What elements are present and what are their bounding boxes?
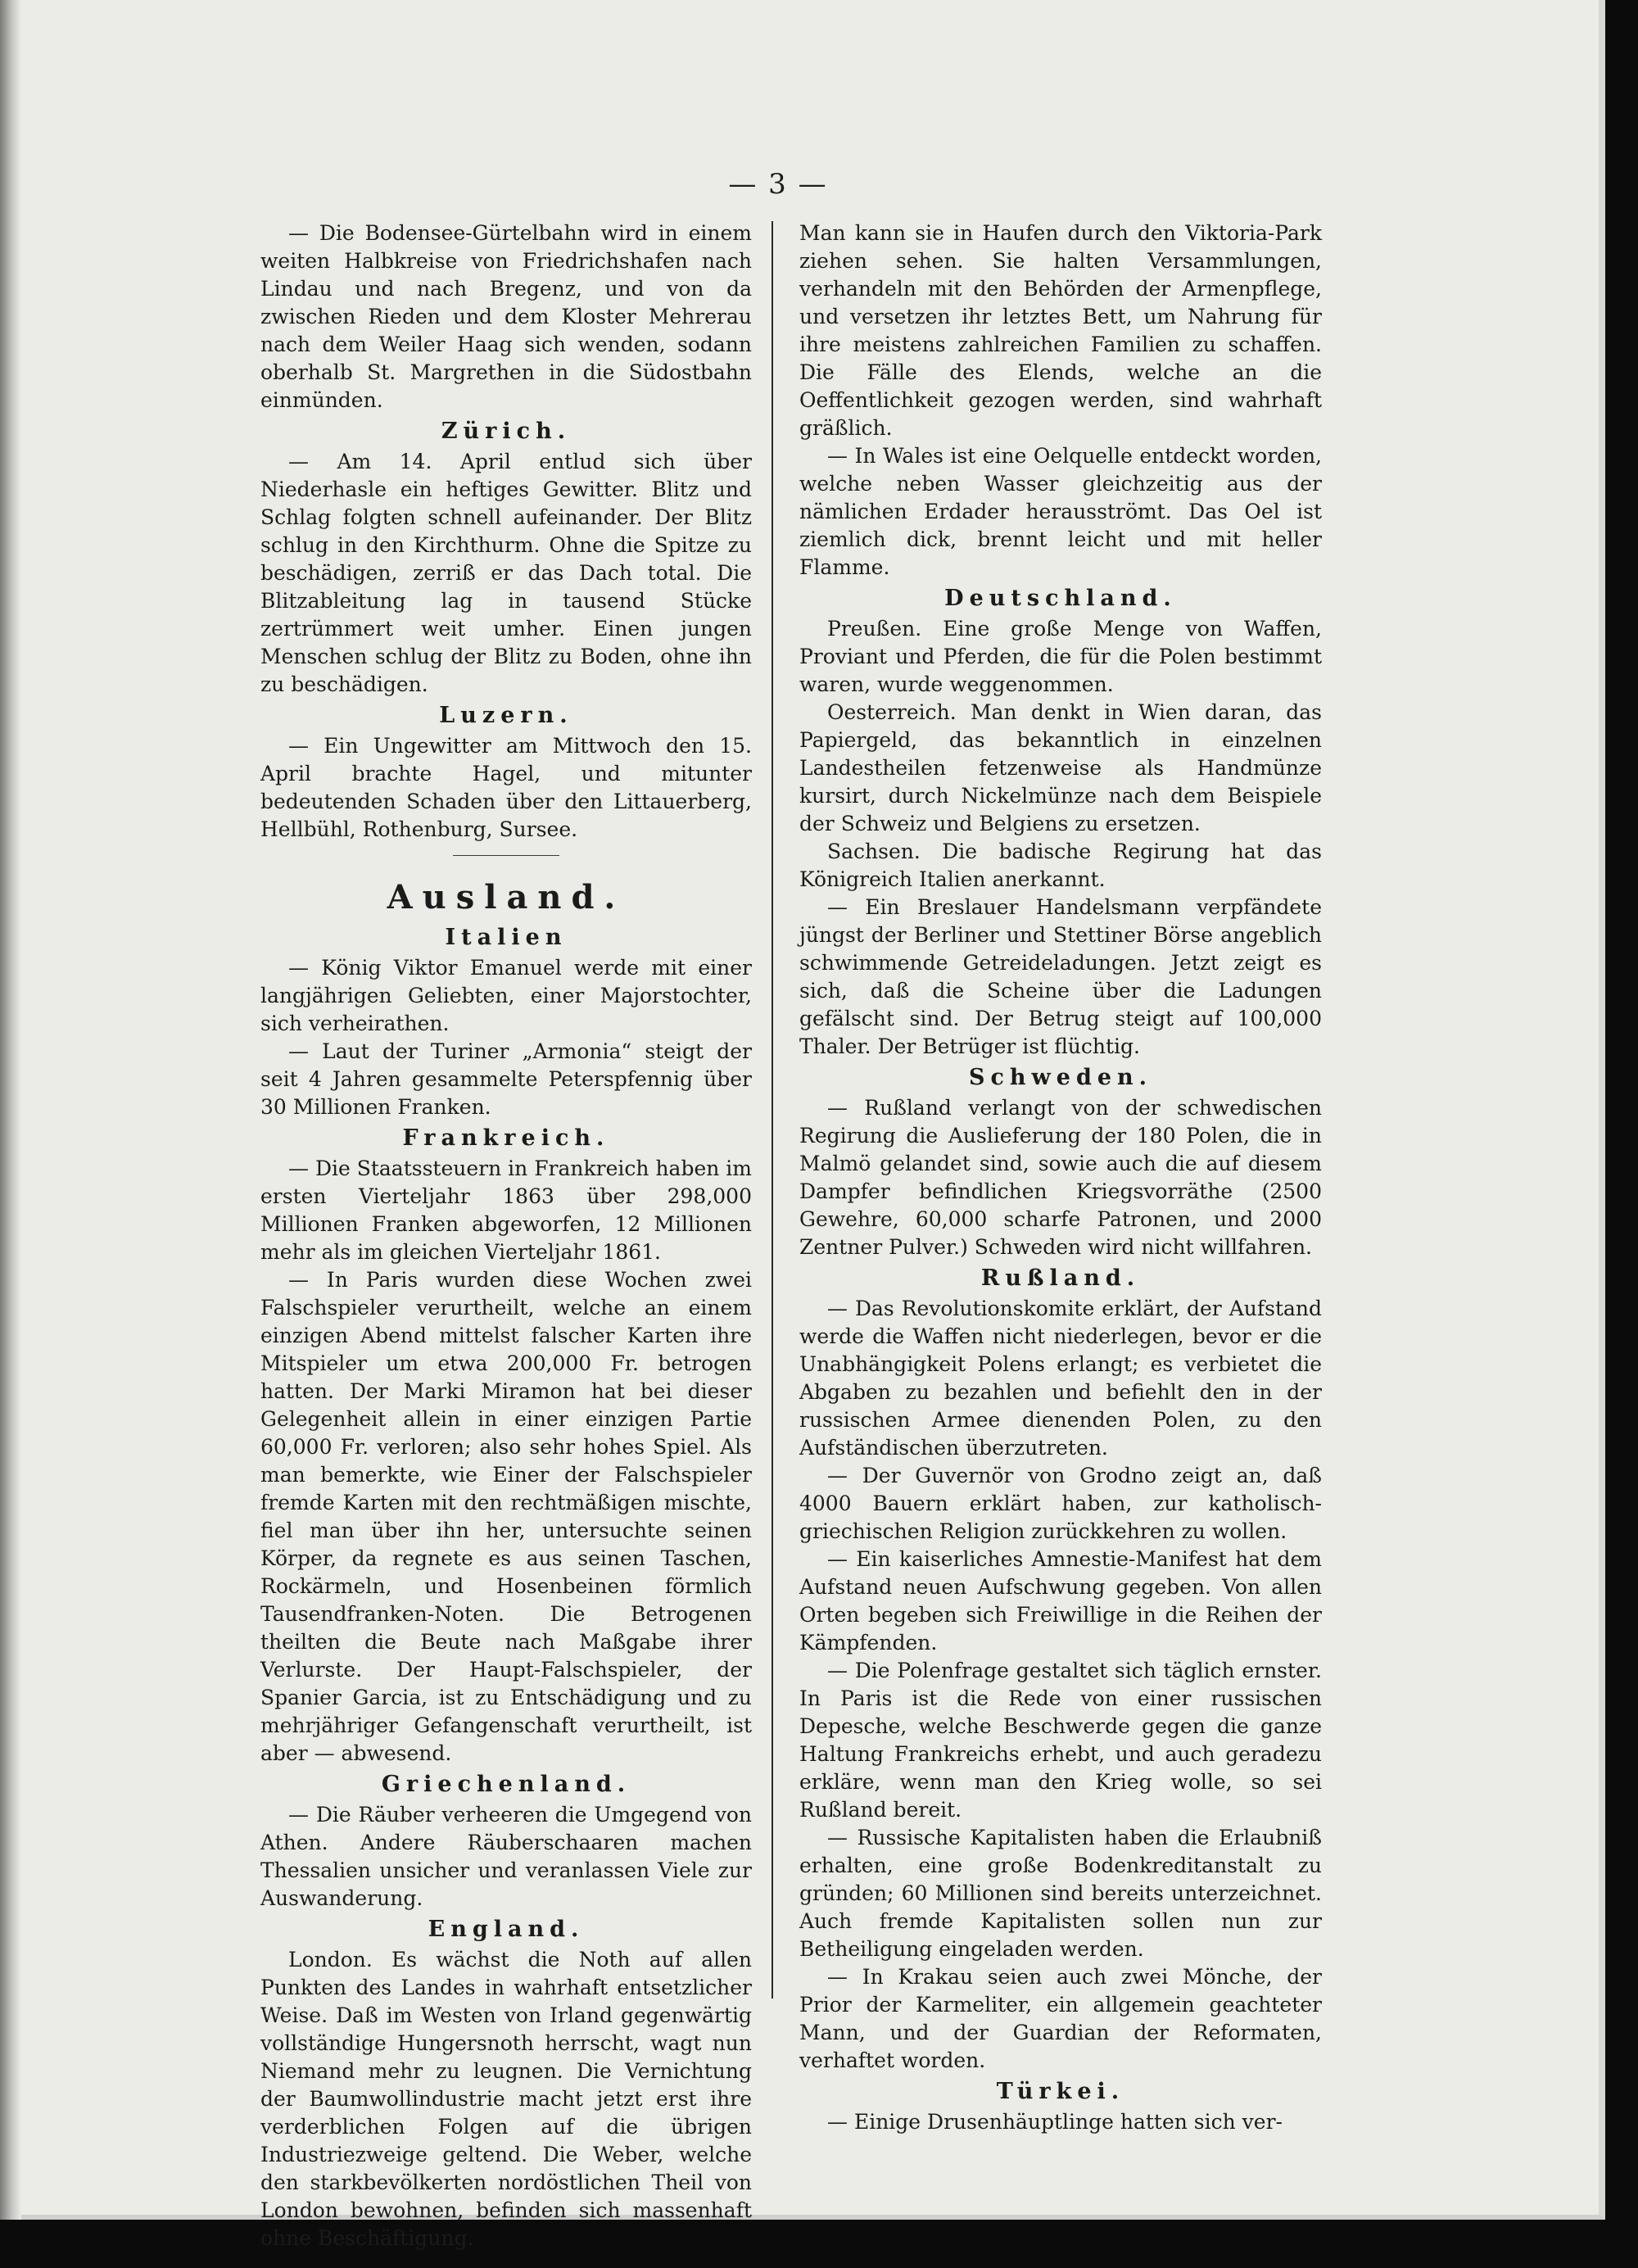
frankreich-text-2: — In Paris wurden diese Wochen zwei Falschspieler verurtheilt, welche an einem einzigen Abend mittelst falscher Karten ihre Mitspieler um etwa 200,000 Fr. betrogen hatten. Der Marki Miramon hat bei dieser Gelegenheit allein in einer einzigen Partie 60,000 Fr. verloren; also sehr hohes Spiel. Als man bemerkte, wie Einer der Falschspieler fremde Karten mit den rechtmäßigen mischte, fiel man über ihn her, untersuchte seinen Körper, da regnete es aus seinen Taschen, Rockärmeln, und Hosenbeinen förmlich Tausendfranken-Noten. Die Betrogenen theilten die Beute nach Maßgabe ihrer Verlurste. Der Haupt-Falschspieler, der Spanier Garcia, ist zu Entschädigung und zu mehrjähriger Gefangenschaft verurtheilt, ist aber — abwesend. — [260, 1268, 752, 1765]
page-number: — 3 — — [728, 168, 828, 201]
italien-text-1: — König Viktor Emanuel werde mit einer langjährigen Geliebten, einer Majorstochter, sich verheirathen. — [260, 956, 752, 1035]
russland-text-5: — Russische Kapitalisten haben die Erlaubniß erhalten, eine große Bodenkreditanstalt zu gründen; 60 Millionen sind bereits unterzeichnet. Auch fremde Kapitalisten sollen nun zur Betheiligung eingeladen werden. — [799, 1826, 1322, 1961]
zuerich-text: — Am 14. April entlud sich über Niederhasle ein heftiges Gewitter. Blitz und Schlag folgten schnell aufeinander. Der Blitz schlug in den Kirchthurm. Ohne die Spitze zu beschädigen, zerriß er das Dach total. Die Blitzableitung lag in tausend Stücke zertrümmert weit umher. Einen jungen Menschen schlug der Blitz zu Boden, ohne ihn zu beschädigen. — [260, 450, 752, 696]
heading-luzern: Luzern. — [439, 703, 573, 728]
griechenland-text: — Die Räuber verheeren die Umgegend von Athen. Andere Räuberschaaren machen Thessalien unsicher und veranlassen Viele zur Auswanderung. — [260, 1803, 752, 1910]
bodensee-text: — Die Bodensee-Gürtelbahn wird in einem weiten Halbkreise von Friedrichshafen nach Lindau und nach Bregenz, und von da zwischen Rieden und dem Kloster Mehrerau nach dem Weiler Haag sich wenden, sodann oberhalb St. Margrethen in die Südostbahn einmünden. — [260, 221, 752, 412]
preussen-text: Preußen. Eine große Menge von Waffen, Proviant und Pferden, die für die Polen bestimmt waren, wurde weggenommen. — [799, 617, 1322, 696]
russland-text-1: — Das Revolutionskomite erklärt, der Aufstand werde die Waffen nicht niederlegen, bevor er die Unabhängigkeit Polens erlangt; es verbietet die Abgaben zu bezahlen und befiehlt den in der russischen Armee dienenden Polen, zu den Aufständischen überzutreten. — [799, 1297, 1322, 1460]
england-text: London. Es wächst die Noth auf allen Punkten des Landes in wahrhaft entsetzlicher Weise. Daß im Westen von Irland gegenwärtig vollständige Hungersnoth herrscht, wagt nun Niemand mehr zu leugnen. Die Vernichtung der Baumwollindustrie macht jetzt erst ihre verderblichen Folgen auf die übrigen Industriezweige geltend. Die Weber, welche den starkbevölkerten nordöstlichen Theil von London bewohnen, befinden sich massenhaft ohne Beschäftigung. — [260, 1948, 752, 2250]
heading-griechenland: Griechenland. — [381, 1772, 631, 1797]
russland-text-6: — In Krakau seien auch zwei Mönche, der Prior der Karmeliter, ein allgemein geachteter Mann, und der Guardian der Reformaten, verhaftet worden. — [799, 1965, 1322, 2072]
section-divider — [453, 855, 559, 856]
russland-text-4: — Die Polenfrage gestaltet sich täglich ernster. In Paris ist die Rede von einer russischen Depesche, welche Beschwerde gegen die ganze Haltung Frankreichs erhebt, und auch geradezu erkläre, wenn man den Krieg wolle, so sei Rußland bereit. — [799, 1659, 1322, 1822]
left-column — [260, 220, 752, 2250]
schweden-text: — Rußland verlangt von der schwedischen Regirung die Auslieferung der 180 Polen, die in Malmö gelandet sind, sowie auch die auf diesem Dampfer befindlichen Kriegsvorräthe (2500 Gewehre, 60,000 scharfe Patronen, und 2000 Zentner Pulver.) Schweden wird nicht willfahren. — [799, 1096, 1322, 1259]
frankreich-text-1: — Die Staatssteuern in Frankreich haben im ersten Vierteljahr 1863 über 298,000 Millionen Franken abgeworfen, 12 Millionen mehr als im gleichen Vierteljahr 1861. — [260, 1157, 752, 1264]
wales-text: — In Wales ist eine Oelquelle entdeckt worden, welche neben Wasser gleichzeitig aus der nämlichen Erdader herausströmt. Das Oel ist ziemlich dick, brennt leicht und mit heller Flamme. — [799, 444, 1322, 579]
heading-ausland: Ausland. — [387, 878, 626, 917]
page-spine-shadow — [0, 0, 21, 2220]
tuerkei-text: — Einige Drusenhäuptlinge hatten sich ver- — [827, 2110, 1283, 2134]
heading-zuerich: Zürich. — [441, 419, 572, 444]
heading-tuerkei: Türkei. — [996, 2079, 1125, 2104]
heading-frankreich: Frankreich. — [402, 1125, 610, 1151]
sachsen-text: Sachsen. Die badische Regirung hat das Königreich Italien anerkannt. — [799, 840, 1322, 891]
heading-russland: Rußland. — [980, 1265, 1141, 1291]
italien-text-2: — Laut der Turiner „Armonia“ steigt der seit 4 Jahren gesammelte Peterspfennig über 30 Millionen Franken. — [260, 1039, 752, 1119]
russland-text-2: — Der Guvernör von Grodno zeigt an, daß 4000 Bauern erklärt haben, zur katholisch-griechischen Religion zurückkehren zu wollen. — [799, 1464, 1322, 1543]
oesterreich-text: Oesterreich. Man denkt in Wien daran, das Papiergeld, das bekanntlich in einzelnen Landestheilen fetzenweise als Handmünze kursirt, durch Nickelmünze nach dem Beispiele der Schweiz und Belgiens zu ersetzen. — [799, 700, 1322, 835]
luzern-text: — Ein Ungewitter am Mittwoch den 15. April brachte Hagel, und mitunter bedeutenden Schaden über den Littauerberg, Hellbühl, Rothenburg, Sursee. — [260, 734, 752, 841]
heading-deutschland: Deutschland. — [944, 586, 1177, 611]
heading-italien: Italien — [445, 925, 568, 950]
london-cont-text: Man kann sie in Haufen durch den Viktoria-Park ziehen sehen. Sie halten Versammlungen, verhandeln mit den Behörden der Armenpflege, und versetzen ihr letztes Bett, um Nahrung für ihre meistens zahlreichen Familien zu schaffen. Die Fälle des Elends, welche an die Oeffentlichkeit gezogen werden, sind wahrhaft gräßlich. — [799, 221, 1322, 440]
heading-england: England. — [428, 1917, 585, 1942]
right-column — [799, 220, 1322, 2134]
russland-text-3: — Ein kaiserliches Amnestie-Manifest hat dem Aufstand neuen Aufschwung gegeben. Von allen Orten begeben sich Freiwillige in die Reihen der Kämpfenden. — [799, 1547, 1322, 1655]
column-divider — [771, 221, 773, 1999]
breslau-text: — Ein Breslauer Handelsmann verpfändete jüngst der Berliner und Stettiner Börse angeblich schwimmende Getreideladungen. Jetzt zeigt es sich, daß die Scheine über die Ladungen gefälscht sind. Der Betrug steigt auf 100,000 Thaler. Der Betrüger ist flüchtig. — [799, 895, 1322, 1058]
heading-schweden: Schweden. — [968, 1065, 1153, 1090]
